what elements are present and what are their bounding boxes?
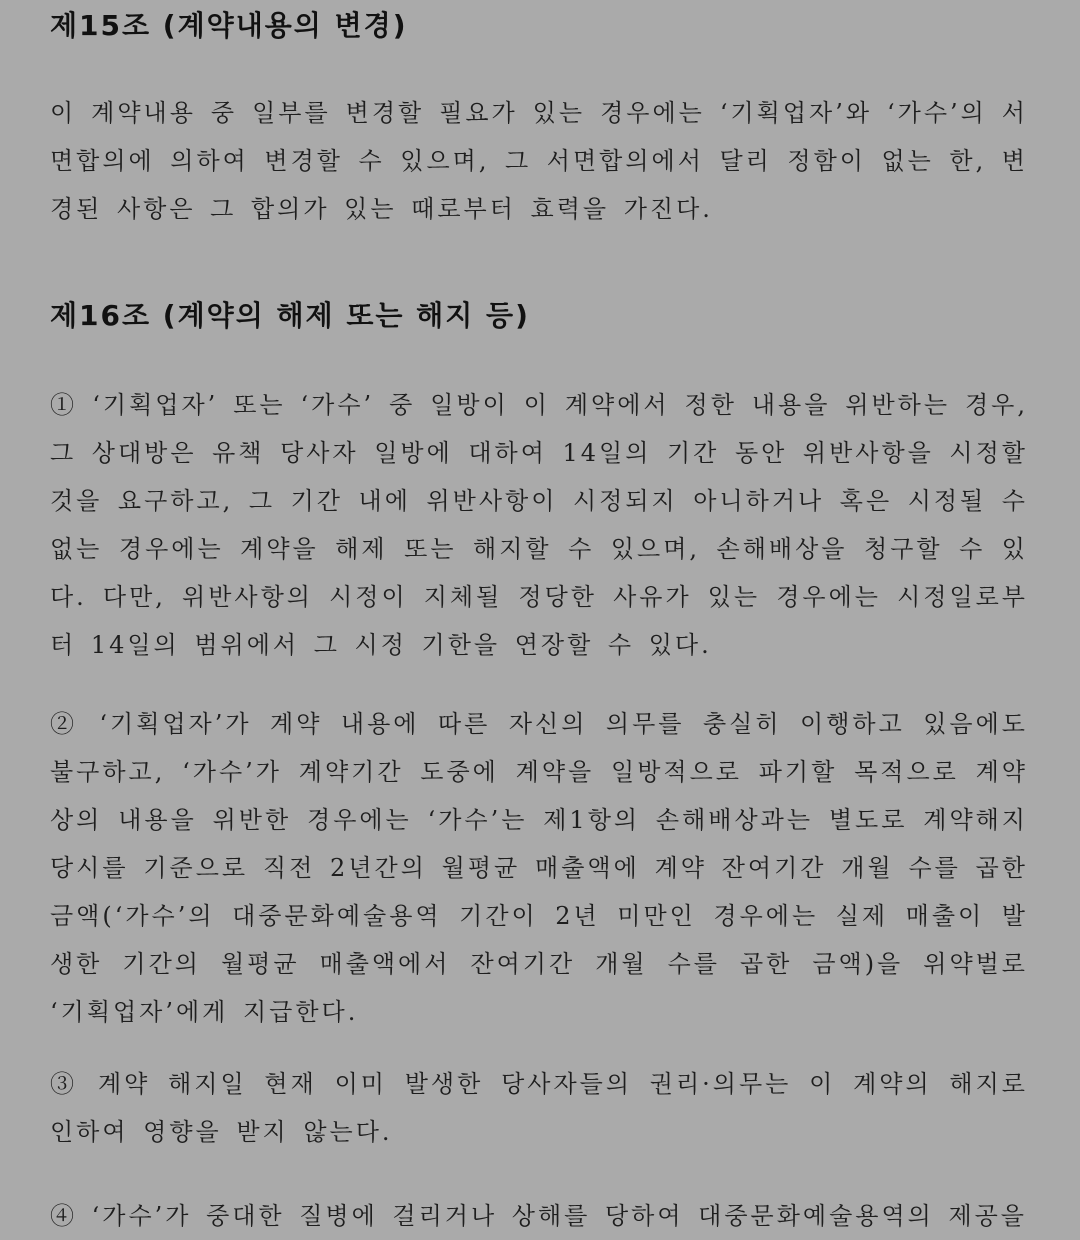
article-15-title: 제15조 (계약내용의 변경) bbox=[50, 9, 408, 42]
article-16-clause-3: ③ 계약 해지일 현재 이미 발생한 당사자들의 권리·의무는 이 계약의 해지로 인하여 영향을 받지 않는다. bbox=[50, 1070, 1028, 1146]
article-16-clause-2: ② ‘기획업자’가 계약 내용에 따른 자신의 의무를 충실히 이행하고 있음에도 불구하고, ‘가수’가 계약기간 도중에 계약을 일방적으로 파기할 목적으로 계약상의 내용을 위반한 경우에는 ‘가수’는 제1항의 손해배상과는 별도로 계약해지 당시를 기준으로 직전 2년간의 월평균 매출액에 계약 잔여기간 개월 수를 곱한 금액(‘가수’의 대중문화예술용역 기간이 2년 미만인 경우에는 실제 매출이 발생한 기간의 월평균 매출액에서 잔여기간 개월 수를 곱한 금액)을 위약벌로 ‘기획업자’에게 지급한다. bbox=[50, 710, 1028, 1026]
article-15-body: 이 계약내용 중 일부를 변경할 필요가 있는 경우에는 ‘기획업자’와 ‘가수’의 서면합의에 의하여 변경할 수 있으며, 그 서면합의에서 달리 정함이 없는 한, 변경된 사항은 그 합의가 있는 때로부터 효력을 가진다. bbox=[50, 99, 1028, 223]
article-16-title: 제16조 (계약의 해제 또는 해지 등) bbox=[50, 299, 530, 332]
article-16-clause-4: ④ ‘가수’가 중대한 질병에 걸리거나 상해를 당하여 대중문화예술용역의 제공을 bbox=[50, 1202, 1027, 1230]
article-16-clause-1: ① ‘기획업자’ 또는 ‘가수’ 중 일방이 이 계약에서 정한 내용을 위반하는 경우, 그 상대방은 유책 당사자 일방에 대하여 14일의 기간 동안 위반사항을 시정할 것을 요구하고, 그 기간 내에 위반사항이 시정되지 아니하거나 혹은 시정될 수 없는 경우에는 계약을 해제 또는 해지할 수 있으며, 손해배상을 청구할 수 있다. 다만, 위반사항의 시정이 지체될 정당한 사유가 있는 경우에는 시정일로부터 14일의 범위에서 그 시정 기한을 연장할 수 있다. bbox=[50, 391, 1028, 659]
